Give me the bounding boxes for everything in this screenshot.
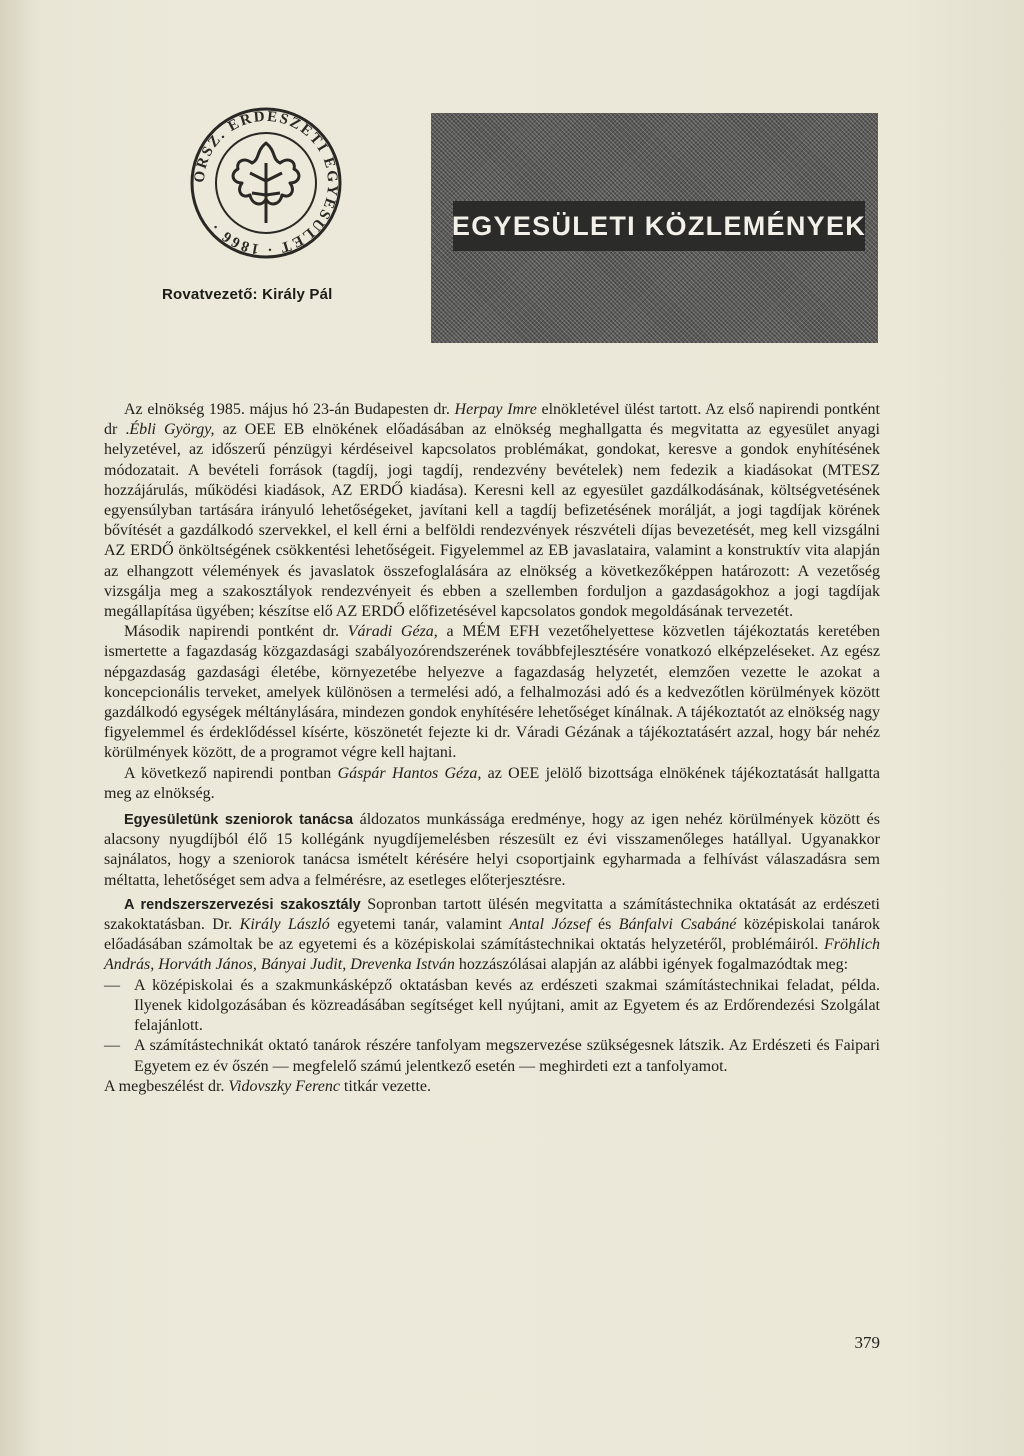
column-editor-line: Rovatvezető: Király Pál: [162, 286, 333, 303]
article-body: [104, 400, 880, 1097]
paragraph-closing: A megbeszélést dr. Vidovszky Ferenc titkár vezette.: [104, 1077, 431, 1095]
paragraph-second-agenda: Második napirendi pontként dr. Váradi Géza, a MÉM EFH vezetőhelyettese közvetlen tájékoztatás keretében ismertette a fagazdaság közgazdasági szabályozórendszerének továbbfejlesztésére vonatkozó elképzeléseket. Az egész népgazdaság gazdasági életébe, környezetébe helyezve a fagazdaság helyzetét, elemzően vezette le azokat a koncepcionális terveket, amelyek különösen a termelési adó, a felhalmozási adó és a kedvezőtlen körülmények között gazdálkodó egységek méltánylására, mindezen gondok enyhítésére lehetőséget kínálnak. A tájékoztatót az elnökség nagy figyelemmel és érdeklődéssel kísérte, köszönetét fejezte ki dr. Váradi Gézának a tájékoztatásért azzal, hogy bár nehéz körülmények között, de a programot végre kell hajtani.: [104, 623, 881, 762]
paragraph-seniors-council: Egyesületünk szeniorok tanácsa áldozatos munkássága eredménye, hogy az igen nehéz körülmények között és alacsony nyugdíjból élő 15 kollégánk nyugdíjemelésben részesült ez évi visszamenőleges hatállyal. Ugyanakkor sajnálatos, hogy a szeniorok tanácsa ismételt kérésére helyi csoportjaink egyharmada a felhívást válaszadásra sem méltatta, lehetőséget sem adva a felmérésre, az esetleges előterjesztésre.: [104, 811, 880, 889]
paragraph-next-agenda: A következő napirendi pontban Gáspár Hantos Géza, az OEE jelölő bizottsága elnökének tájékoztatását hallgatta meg az elnökség.: [104, 764, 881, 802]
paragraph-systems-section: A rendszerszervezési szakosztály Sopronban tartott ülésén megvitatta a számítástechnika oktatását az erdészeti szakoktatásban. Dr. Király László egyetemi tanár, valamint Antal József és Bánfalvi Csabáné középiskolai tanárok előadásában számoltak be az egyetemi és a középiskolai számítástechnikai oktatás helyzetéről, problémáiról. Fröhlich András, Horváth János, Bányai Judit, Drevenka István hozzászólásai alapján az alábbi igények fogalmazódtak meg:: [104, 895, 881, 974]
section-title: EGYESÜLETI KÖZLEMÉNYEK: [451, 210, 867, 241]
paragraph-board-meeting: Az elnökség 1985. május hó 23-án Budapesten dr. Herpay Imre elnökletével ülést tartott. Az első napirendi pontként dr .Ébli György, az OEE EB elnökének előadásában az elnökség meghallgatta és megvitatta az egyesület anyagi helyzetével, az időszerű pénzügyi kérdéseivel kapcsolatos problémákat, gondokat, keresve a gondok enyhítésének módozatait. A bevételi források (tagdíj, jogi tagdíj, rendezvény bevételek) nem fedezik a kiadásokat (MTESZ hozzájárulás, működési kiadások, AZ ERDŐ kiadása). Keresni kell az egyesület gazdálkodásának, költségvetésének egyensúlyban tartására irányuló lehetőségeket, javítani kell a tagdíj befizetésének morálját, a jogi tagdíjak körének bővítését a gazdálkodó szervekkel, el kell érni a belföldi rendezvények részvételi díjas bevezetését, meg kell vizsgálni AZ ERDŐ önköltségének csökkentési lehetőségeit. Figyelemmel az EB javaslataira, valamint a konstruktív vita alapján az elhangzott vélemények és javaslatok összefoglalására az elnökség a következőképpen határozott: A vezetőség vizsgálja meg a szakosztályok rendezvényeit és ebben a szellemben forduljon a gazdaságokhoz a jogi tagdíjak megállapítása ügyében; készítse elő AZ ERDŐ előfizetésével kapcsolatos gondok megoldásának tervezetét.: [104, 401, 880, 621]
svg-text:ORSZ. ERDÉSZETI EGYESÜLET · 18: ORSZ. ERDÉSZETI EGYESÜLET · 1866 ·: [191, 108, 341, 258]
society-seal-logo: [186, 103, 346, 273]
section-banner: [431, 113, 878, 343]
oak-leaf-seal-icon: [186, 103, 346, 273]
list-item: — A számítástechnikát oktató tanárok részére tanfolyam megszervezése szükségesnek látszik. Az Erdészeti és Faipari Egyetem ez év őszén — megfelelő számú jelentkező esetén — meghirdeti ezt a tanfolyamot.: [104, 1037, 880, 1075]
banner-label: [453, 201, 865, 251]
page-number: 379: [854, 1333, 880, 1352]
list-item: — A középiskolai és a szakmunkásképző oktatásban kevés az erdészeti szakmai számítástechnikai feladat, példa. Ilyenek kidolgozásában és közreadásában segítséget kell nyújtani, amit az Egyetem és az Erdőrendezési Szolgálat felajánlott.: [104, 976, 880, 1035]
